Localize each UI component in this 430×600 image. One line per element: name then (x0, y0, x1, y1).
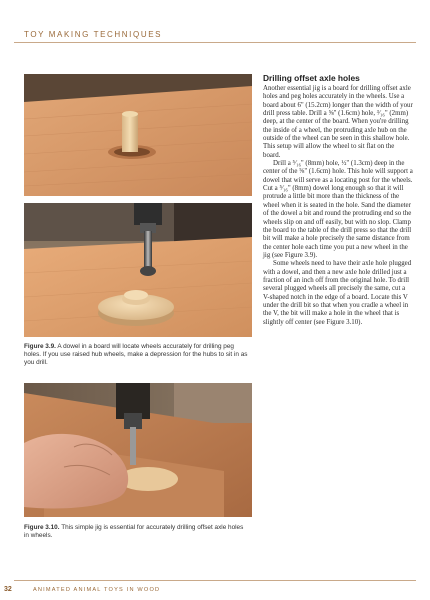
page-number: 32 (4, 586, 12, 593)
figure-caption-3-10 (24, 524, 248, 540)
caption-text: This simple jig is essential for accurately drilling offset axle holes in wheels. (24, 524, 244, 540)
page-footer (0, 580, 430, 600)
photo-drill-wheel (24, 203, 252, 337)
header-divider (14, 42, 416, 43)
article-heading: Drilling offset axle holes (263, 73, 360, 83)
footer-divider (14, 580, 416, 581)
caption-label: Figure 3.10. (24, 524, 60, 531)
section-title: TOY MAKING TECHNIQUES (24, 30, 163, 39)
photo-dowel-board (24, 74, 252, 196)
photo-offset-jig (24, 383, 252, 517)
figure-caption-3-9 (24, 343, 248, 368)
book-title: ANIMATED ANIMAL TOYS IN WOOD (33, 587, 161, 593)
article-paragraph: Some wheels need to have their axle hole plugged with a dowel, and then a new axle hole drilled just a fraction of an inch off from the original hole. To drill several plugged wheels all precisely the same, cut a V-shaped notch in the edge of a board. Locate this V under the drill bit so that when you cradle a wheel in the V, the bit will make a hole in the wheel that is slightly off center (see Figure 3.10). (263, 260, 412, 326)
page-header (0, 0, 430, 46)
article-paragraph: Another essential jig is a board for drilling offset axle holes and peg holes accurately in the wheels. Use a board about 6" (15.2cm) longer than the width of your drill press table. Drill a ⅝" (1.6cm) hole, ³⁄₁₆" (2mm) deep, at the center of the board. When you're drilling the inside of a wheel, the protruding axle hub on the outside of the wheel can be seen in this shallow hole. This setup will allow the wheel to sit flat on the board. (263, 85, 413, 159)
article-column (263, 73, 413, 327)
caption-label: Figure 3.9. (24, 343, 56, 350)
caption-text: A dowel in a board will locate wheels accurately for drilling peg holes. If you use raised hub wheels, make a depression for the hubs to sit in as you drill. (24, 343, 248, 367)
article-paragraph: Drill a ⁵⁄₁₆" (8mm) hole, ½" (1.3cm) deep in the center of the ⅝" (1.6cm) hole. This hole will support a dowel that will serve as a locating post for the wheels. Cut a ⁵⁄₁₆" (8mm) dowel long enough so that it will protrude a little bit more than the thickness of the wheel when it is seated in the hole. Sand the diameter of the dowel a bit and round the protruding end so the wheels slip on and off easily, but with no slop. Clamp the board to the table of the drill press so that the drill bit will make a hole precisely the same distance from the center hole each time you put a new wheel in the jig (see Figure 3.9). (263, 160, 413, 259)
